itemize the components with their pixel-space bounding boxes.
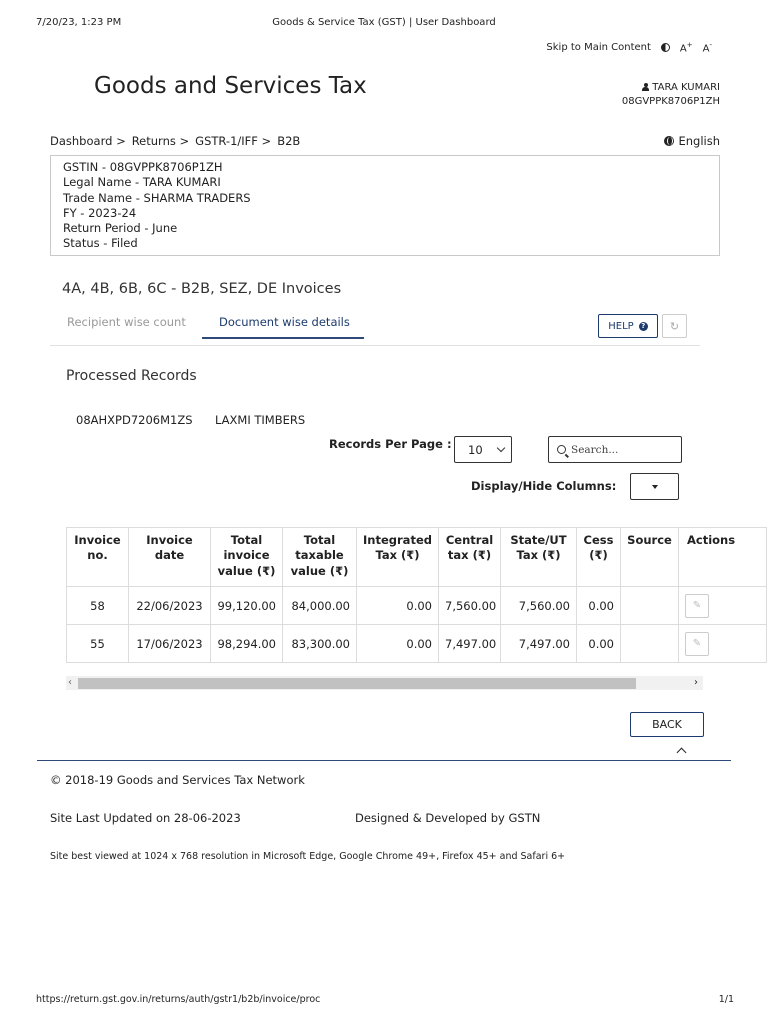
breadcrumb-returns-label: Returns <box>131 134 176 148</box>
scroll-right-icon[interactable]: › <box>694 677 698 688</box>
table-row <box>67 587 767 625</box>
breadcrumb-separator: > <box>261 134 272 148</box>
font-increase-label: A <box>679 43 687 55</box>
cell-cess: 0.00 <box>577 587 621 625</box>
breadcrumb-separator: > <box>179 134 190 148</box>
print-url: https://return.gst.gov.in/returns/auth/gstr1/b2b/invoice/proc <box>36 994 321 1005</box>
cell-invoice-date: 17/06/2023 <box>129 625 211 663</box>
globe-icon <box>664 136 674 146</box>
col-state-ut-tax[interactable]: State/UT Tax (₹) <box>501 528 577 587</box>
recipient-name: LAXMI TIMBERS <box>215 413 306 427</box>
print-datetime: 7/20/23, 1:23 PM <box>36 17 122 28</box>
cell-total-taxable-value: 84,000.00 <box>283 587 357 625</box>
breadcrumb-gstr1[interactable] <box>195 134 271 148</box>
font-increase-sup: + <box>686 41 693 49</box>
cell-integrated-tax: 0.00 <box>357 587 439 625</box>
scrollbar-thumb[interactable] <box>78 678 636 689</box>
cell-invoice-no: 58 <box>67 587 129 625</box>
cell-source <box>621 587 679 625</box>
help-button[interactable] <box>598 314 658 338</box>
tab-recipient-wise[interactable]: Recipient wise count <box>67 315 186 329</box>
breadcrumb-b2b: B2B <box>277 134 301 148</box>
best-viewed-text: Site best viewed at 1024 x 768 resolution in Microsoft Edge, Google Chrome 49+, Firefox 45+ and Safari 6+ <box>50 851 566 862</box>
user-icon <box>642 83 649 91</box>
cell-cess: 0.00 <box>577 625 621 663</box>
breadcrumb <box>50 134 300 148</box>
tab-document-wise[interactable]: Document wise details <box>219 315 350 329</box>
info-gstin: GSTIN - 08GVPPK8706P1ZH <box>63 160 223 174</box>
search-input[interactable] <box>548 436 682 463</box>
col-invoice-date[interactable]: Invoice date <box>129 528 211 587</box>
records-per-page-select[interactable] <box>454 436 512 463</box>
cell-central-tax: 7,560.00 <box>439 587 501 625</box>
back-button[interactable]: BACK <box>630 712 704 737</box>
breadcrumb-dashboard-label: Dashboard <box>50 134 113 148</box>
info-return-period: Return Period - June <box>63 221 178 236</box>
breadcrumb-returns[interactable] <box>132 134 189 148</box>
cell-state-ut-tax: 7,497.00 <box>501 625 577 663</box>
records-per-page-label: Records Per Page : <box>329 437 452 451</box>
user-gstin: 08GVPPK8706P1ZH <box>621 96 720 107</box>
skip-to-main-link[interactable]: Skip to Main Content <box>546 42 651 54</box>
cell-actions <box>679 587 767 625</box>
print-page-title: Goods & Service Tax (GST) | User Dashboard <box>272 17 496 28</box>
font-decrease-sup: - <box>709 41 712 49</box>
edit-icon[interactable]: ✎ <box>685 632 709 656</box>
chevron-down-icon <box>497 444 505 452</box>
info-fy: FY - 2023-24 <box>63 205 137 220</box>
col-invoice-no[interactable]: Invoice no. <box>67 528 129 587</box>
last-updated-text: Site Last Updated on 28-06-2023 <box>50 811 241 825</box>
contrast-icon[interactable] <box>661 43 670 52</box>
caret-down-icon <box>652 485 658 489</box>
section-title: 4A, 4B, 6B, 6C - B2B, SEZ, DE Invoices <box>62 281 342 297</box>
font-increase-button[interactable] <box>680 41 693 54</box>
cell-total-taxable-value: 83,300.00 <box>283 625 357 663</box>
cell-actions <box>679 625 767 663</box>
user-name: TARA KUMARI <box>652 82 720 93</box>
print-page-count: 1/1 <box>718 994 734 1005</box>
cell-state-ut-tax: 7,560.00 <box>501 587 577 625</box>
site-title: Goods and Services Tax <box>94 73 367 99</box>
display-hide-columns-button[interactable] <box>630 473 679 500</box>
help-label: HELP <box>608 320 634 332</box>
invoice-table <box>66 527 767 663</box>
invoice-table-container <box>66 527 736 663</box>
info-trade-name: Trade Name - SHARMA TRADERS <box>63 190 251 205</box>
question-icon: ? <box>639 322 648 331</box>
cell-total-invoice-value: 99,120.00 <box>211 587 283 625</box>
copyright-text: © 2018-19 Goods and Services Tax Network <box>50 773 305 787</box>
col-integrated-tax[interactable]: Integrated Tax (₹) <box>357 528 439 587</box>
cell-invoice-no: 55 <box>67 625 129 663</box>
search-icon <box>557 445 566 454</box>
user-name-row[interactable] <box>622 81 720 95</box>
taxpayer-info-box <box>50 155 720 256</box>
info-legal-name: Legal Name - TARA KUMARI <box>63 175 221 190</box>
refresh-button[interactable] <box>662 314 687 338</box>
breadcrumb-gstr1-label: GSTR-1/IFF <box>195 134 258 148</box>
search-placeholder: Search... <box>571 443 619 456</box>
recipient-gstin: 08AHXPD7206M1ZS <box>76 413 193 427</box>
tabs-divider <box>50 345 700 346</box>
info-status: Status - Filed <box>63 236 138 251</box>
display-hide-columns-label: Display/Hide Columns: <box>471 479 617 493</box>
active-tab-indicator <box>202 337 364 339</box>
cell-central-tax: 7,497.00 <box>439 625 501 663</box>
col-central-tax[interactable]: Central tax (₹) <box>439 528 501 587</box>
table-row <box>67 625 767 663</box>
language-selector[interactable] <box>664 134 720 148</box>
processed-records-heading: Processed Records <box>66 368 197 384</box>
scroll-to-top-icon[interactable] <box>677 748 687 758</box>
breadcrumb-dashboard[interactable] <box>50 134 126 148</box>
scroll-left-icon[interactable]: ‹ <box>68 677 72 688</box>
cell-integrated-tax: 0.00 <box>357 625 439 663</box>
edit-icon[interactable]: ✎ <box>685 594 709 618</box>
col-actions: Actions <box>679 528 767 587</box>
font-decrease-label: A <box>702 43 710 55</box>
font-decrease-button[interactable] <box>703 41 712 54</box>
records-per-page-value: 10 <box>468 442 483 457</box>
col-total-taxable-value[interactable]: Total taxable value (₹) <box>283 528 357 587</box>
col-total-invoice-value[interactable]: Total invoice value (₹) <box>211 528 283 587</box>
refresh-icon: ↻ <box>669 319 680 333</box>
col-cess[interactable]: Cess (₹) <box>577 528 621 587</box>
cell-invoice-date: 22/06/2023 <box>129 587 211 625</box>
language-label: English <box>678 134 720 148</box>
col-source[interactable]: Source <box>621 528 679 587</box>
cell-source <box>621 625 679 663</box>
table-header-row <box>67 528 767 587</box>
footer-divider <box>37 760 731 761</box>
cell-total-invoice-value: 98,294.00 <box>211 625 283 663</box>
user-block <box>622 81 720 109</box>
breadcrumb-separator: > <box>116 134 126 148</box>
accessibility-bar <box>546 41 712 54</box>
designed-by-text: Designed & Developed by GSTN <box>355 811 541 825</box>
